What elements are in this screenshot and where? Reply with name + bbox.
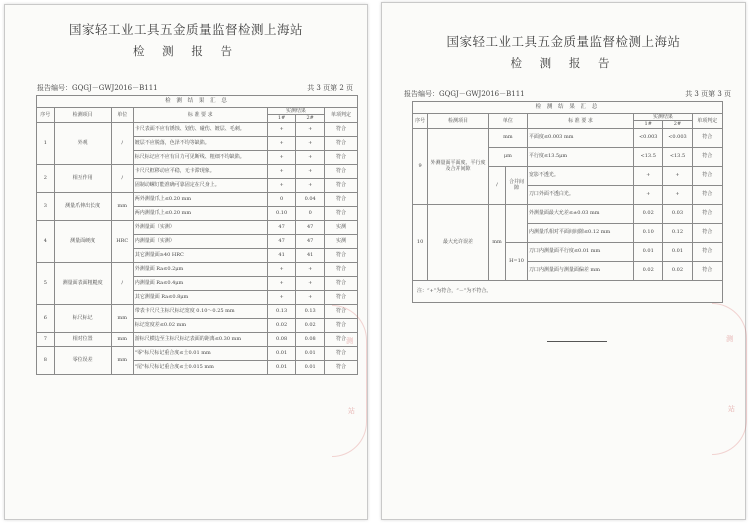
judgement: 符合 (692, 147, 722, 166)
item-no: 1 (37, 122, 55, 164)
result-2: 0.01 (663, 242, 692, 261)
judgement: 符合 (324, 360, 357, 374)
result-2: + (296, 290, 325, 304)
item-unit: / (111, 262, 133, 304)
table-caption: 检 测 结 果 汇 总 (37, 96, 358, 108)
item-unit: HRC (111, 220, 133, 262)
requirement: 平行度≤13.5μm (527, 147, 633, 166)
judgement: 符合 (324, 346, 357, 360)
result-1: 0.01 (267, 346, 296, 360)
judgement: 符合 (324, 136, 357, 150)
col-header-sample-2: 2# (296, 115, 325, 122)
stamp-seal (712, 303, 747, 455)
item-name: 测量面表面粗糙度 (54, 262, 111, 304)
table-row (37, 332, 358, 346)
judgement: 符合 (324, 318, 357, 332)
item-unit: mm (111, 304, 133, 332)
col-header-sample-2: 2# (663, 121, 692, 128)
result-2: + (296, 164, 325, 178)
result-1: + (634, 185, 663, 204)
requirement: "零"标尺标记重合度≤士0.01 mm (133, 346, 267, 360)
requirement: 刀口内测量面与测量面偏差 mm (527, 261, 633, 280)
result-2: 0 (296, 206, 325, 220)
sub-item: 合并间隙 (506, 166, 528, 204)
result-2: 0.08 (296, 332, 325, 346)
requirement: 游标尺横边至主标尺标记表面的距离≤0.30 mm (133, 332, 267, 346)
sub-item (506, 204, 528, 242)
result-1: + (267, 150, 296, 164)
col-header-requirement: 标 准 要 求 (527, 114, 633, 129)
result-1: 0.02 (634, 204, 663, 223)
item-name: 零位误差 (54, 346, 111, 374)
result-1: + (267, 276, 296, 290)
col-header-result: 实测结果 (267, 108, 324, 115)
table-row (37, 164, 358, 178)
item-unit: mm (488, 204, 505, 280)
requirement: 刀口内测量面平行度≤0.01 mm (527, 242, 633, 261)
result-1: + (267, 178, 296, 192)
item-unit: μm (488, 147, 527, 166)
page-org-title: 国家轻工业工具五金质量监督检测上海站 (446, 34, 681, 49)
judgement: 符合 (324, 192, 357, 206)
requirement: 两外测量爪上≤0.20 mm (133, 192, 267, 206)
result-2: 47 (296, 220, 325, 234)
judgement: 符合 (324, 178, 357, 192)
judgement: 符合 (324, 304, 357, 318)
col-header-sample-1: 1# (634, 121, 663, 128)
col-header-judgement: 单项判定 (692, 114, 722, 129)
col-header-item: 检测项目 (428, 114, 489, 129)
judgement: 符合 (324, 122, 357, 136)
result-1: 0.13 (267, 304, 296, 318)
item-no: 4 (37, 220, 55, 262)
col-header-requirement: 标 准 要 求 (133, 108, 267, 123)
result-1: 0.02 (267, 318, 296, 332)
result-2: + (296, 150, 325, 164)
requirement: 其它测量面 Ra≤0.8μm (133, 290, 267, 304)
result-2: 0.02 (296, 318, 325, 332)
requirement: 内测量爪相对平面间间隙≤0.12 mm (527, 223, 633, 242)
requirement: "尾"标尺标记重合度≤士0.015 mm (133, 360, 267, 374)
result-2: 47 (296, 234, 325, 248)
table-row (37, 220, 358, 234)
result-1: + (634, 166, 663, 185)
result-1: + (267, 164, 296, 178)
table-row (37, 262, 358, 276)
col-header-item: 检测项目 (54, 108, 111, 123)
judgement: 符合 (692, 166, 722, 185)
item-no: 6 (37, 304, 55, 332)
result-2: <13.5 (663, 147, 692, 166)
result-2: + (296, 136, 325, 150)
requirement: 宽影不透光。 (527, 166, 633, 185)
col-header-no: 序号 (413, 114, 428, 129)
table-row (37, 122, 358, 136)
result-2: + (296, 262, 325, 276)
result-1: 0.08 (267, 332, 296, 346)
item-name: 最大允许误差 (428, 204, 489, 280)
judgement: 符合 (692, 242, 722, 261)
requirement: 内测量面（实测） (133, 234, 267, 248)
result-1: 0.10 (634, 223, 663, 242)
judgement: 实测 (324, 220, 357, 234)
result-1: <13.5 (634, 147, 663, 166)
requirement: 卡尺尺框移动应平稳，无卡滞现象。 (133, 164, 267, 178)
result-1: <0.003 (634, 128, 663, 147)
result-1: + (267, 290, 296, 304)
page-number: 共 3 页第 2 页 (307, 84, 353, 92)
col-header-unit: 单位 (111, 108, 133, 123)
judgement: 符合 (692, 261, 722, 280)
table-caption: 检 测 结 果 汇 总 (413, 102, 723, 114)
requirement: 外测量面（实测） (133, 220, 267, 234)
result-1: 47 (267, 234, 296, 248)
item-no: 5 (37, 262, 55, 304)
judgement: 符合 (324, 248, 357, 262)
page-report-title: 检 测 报 告 (510, 56, 617, 70)
judgement: 符合 (692, 128, 722, 147)
result-1: + (267, 262, 296, 276)
table-note: 注：“+”为符合，“－”为不符合。 (413, 280, 723, 302)
requirement: 标记宽度差≤0.02 mm (133, 318, 267, 332)
result-2: + (663, 185, 692, 204)
item-unit: mm (488, 128, 527, 147)
item-unit: mm (111, 346, 133, 374)
col-header-no: 序号 (37, 108, 55, 123)
stamp-char: 测 (346, 337, 353, 345)
result-2: + (663, 166, 692, 185)
result-1: 0.01 (267, 360, 296, 374)
stamp-char: 站 (348, 407, 355, 415)
item-name: 标尺标记 (54, 304, 111, 332)
item-no: 8 (37, 346, 55, 374)
item-name: 测量爪伸出长度 (54, 192, 111, 220)
report-page-3 (381, 2, 746, 520)
judgement: 符合 (692, 204, 722, 223)
judgement: 符合 (324, 164, 357, 178)
col-header-result: 实测结果 (634, 114, 693, 121)
stamp-seal (332, 305, 367, 457)
result-2: <0.003 (663, 128, 692, 147)
item-name: 外测量面平面度、平行度及合并间隙 (428, 128, 489, 204)
col-header-judgement: 单项判定 (324, 108, 357, 123)
results-table (36, 95, 358, 375)
requirement: 内测量面 Ra≤0.4μm (133, 276, 267, 290)
judgement: 符合 (324, 262, 357, 276)
item-unit: mm (111, 332, 133, 346)
sub-item: H=10 (506, 242, 528, 280)
judgement: 符合 (324, 332, 357, 346)
page-org-title: 国家轻工业工具五金质量监督检测上海站 (68, 22, 303, 37)
report-number: 报告编号：GQGJ－GWJ2016－B111 (404, 90, 525, 98)
stamp-char: 测 (726, 335, 733, 343)
end-line (547, 341, 607, 342)
table-row (37, 192, 358, 206)
requirement: 固制动螺钉能准确可靠固定在尺身上。 (133, 178, 267, 192)
result-2: 0.02 (663, 261, 692, 280)
requirement: 两内测量爪上≤0.20 mm (133, 206, 267, 220)
requirement: 平面度≤0.003 mm (527, 128, 633, 147)
page-report-title: 检 测 报 告 (133, 44, 239, 58)
requirement: 其它测量面≥40 HRC (133, 248, 267, 262)
item-no: 10 (413, 204, 428, 280)
requirement: 带表卡尺尺主标尺标记宽度 0.10～0.25 mm (133, 304, 267, 318)
result-1: 47 (267, 220, 296, 234)
stamp-char: 站 (728, 405, 735, 413)
item-name: 测量面硬度 (54, 220, 111, 262)
result-1: 0 (267, 192, 296, 206)
item-no: 7 (37, 332, 55, 346)
item-no: 9 (413, 128, 428, 204)
judgement: 符合 (692, 185, 722, 204)
item-no: 3 (37, 192, 55, 220)
judgement: 实测 (324, 234, 357, 248)
result-2: 41 (296, 248, 325, 262)
item-unit: mm (111, 192, 133, 220)
page-number: 共 3 页第 3 页 (685, 90, 731, 98)
result-2: 0.12 (663, 223, 692, 242)
result-1: + (267, 136, 296, 150)
result-1: 0.01 (634, 242, 663, 261)
result-2: 0.01 (296, 346, 325, 360)
results-table (412, 101, 723, 303)
item-name: 相互作用 (54, 164, 111, 192)
judgement: 符合 (692, 223, 722, 242)
col-header-unit: 单位 (488, 114, 527, 129)
result-2: 0.13 (296, 304, 325, 318)
requirement: 镀层不应脱落，色泽不均等缺陷。 (133, 136, 267, 150)
result-1: + (267, 122, 296, 136)
result-2: + (296, 122, 325, 136)
result-1: 0.02 (634, 261, 663, 280)
result-2: 0.03 (663, 204, 692, 223)
col-header-sample-1: 1# (267, 115, 296, 122)
report-page-2 (4, 4, 368, 520)
result-2: + (296, 178, 325, 192)
judgement: 符合 (324, 150, 357, 164)
item-name: 外观 (54, 122, 111, 164)
item-no: 2 (37, 164, 55, 192)
result-2: 0.04 (296, 192, 325, 206)
result-1: 41 (267, 248, 296, 262)
judgement: 符合 (324, 290, 357, 304)
requirement: 刀口外面不透白光。 (527, 185, 633, 204)
judgement: 符合 (324, 206, 357, 220)
requirement: 标尺标记应不应有目力可见断线、粗细不均缺陷。 (133, 150, 267, 164)
report-number: 报告编号：GQGJ－GWJ2016－B111 (37, 84, 158, 92)
item-unit: / (111, 164, 133, 192)
judgement: 符合 (324, 276, 357, 290)
result-2: 0.01 (296, 360, 325, 374)
requirement: 卡尺表面不应有锈蚀、划伤、碰伤、镀层、毛刺。 (133, 122, 267, 136)
result-2: + (296, 276, 325, 290)
item-unit: / (488, 166, 505, 204)
requirement: 外测量面 Ra≤0.2μm (133, 262, 267, 276)
item-unit: / (111, 122, 133, 164)
requirement: 外测量面最大允差≤±0.03 mm (527, 204, 633, 223)
item-name: 相对位置 (54, 332, 111, 346)
table-row (37, 346, 358, 360)
table-row (37, 304, 358, 318)
result-1: 0.10 (267, 206, 296, 220)
